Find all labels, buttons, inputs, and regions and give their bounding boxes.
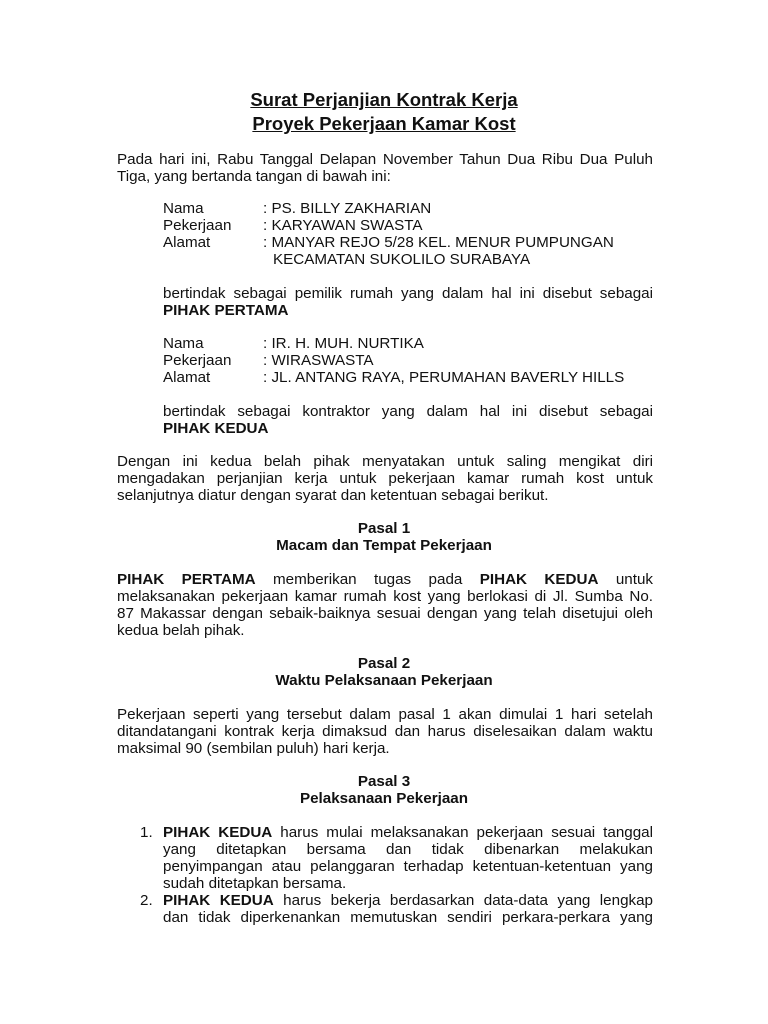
paragraph-line: Dengan ini kedua belah pihak menyatakan untuk saling mengikat diri <box>117 453 653 470</box>
intro-line: Tiga, yang bertanda tangan di bawah ini: <box>117 168 391 185</box>
field-label: Alamat <box>163 234 211 251</box>
paragraph-line: sudah ditetapkan bersama. <box>163 875 347 892</box>
paragraph-line <box>163 824 653 841</box>
field-label: Pekerjaan <box>163 352 232 369</box>
field-value: : MANYAR REJO 5/28 KEL. MENUR PUMPUNGAN <box>263 234 614 251</box>
paragraph-line: yang ditetapkan bersama dan tidak dibenarkan melakukan <box>163 841 653 858</box>
party-ref: PIHAK PERTAMA <box>117 571 256 588</box>
pasal3-number: Pasal 3 <box>357 773 411 790</box>
paragraph-line <box>117 571 653 588</box>
paragraph-line: maksimal 90 (sembilan puluh) hari kerja. <box>117 740 390 757</box>
pasal3-heading: Pelaksanaan Pekerjaan <box>299 790 469 807</box>
paragraph-line: ditandatangani kontrak kerja dimaksud dan harus diselesaikan dalam waktu <box>117 723 653 740</box>
pasal1-number: Pasal 1 <box>357 520 411 537</box>
list-number: 1. <box>140 824 153 841</box>
party-ref: PIHAK KEDUA <box>163 892 274 909</box>
field-value: : IR. H. MUH. NURTIKA <box>263 335 424 352</box>
paragraph-line: kedua belah pihak. <box>117 622 245 639</box>
text-span: harus bekerja berdasarkan data-data yang lengkap <box>273 892 653 909</box>
field-value: : PS. BILLY ZAKHARIAN <box>263 200 432 217</box>
text-span: harus mulai melaksanakan pekerjaan sesuai tanggal <box>272 824 654 841</box>
paragraph-line: Pekerjaan seperti yang tersebut dalam pasal 1 akan dimulai 1 hari setelah <box>117 706 653 723</box>
pasal2-heading: Waktu Pelaksanaan Pekerjaan <box>275 672 493 689</box>
document-title-line2: Proyek Pekerjaan Kamar Kost <box>252 113 516 134</box>
paragraph-line: melaksanakan pekerjaan kamar rumah kost yang berlokasi di Jl. Sumba No. <box>117 588 653 605</box>
role-name: PIHAK KEDUA <box>163 420 269 437</box>
field-label: Alamat <box>163 369 211 386</box>
field-value: KECAMATAN SUKOLILO SURABAYA <box>273 251 531 268</box>
intro-paragraph <box>117 151 653 185</box>
pasal1-heading: Macam dan Tempat Pekerjaan <box>276 537 492 554</box>
text-span: memberikan tugas pada <box>255 571 480 588</box>
party2-role <box>163 403 653 437</box>
pasal2-number: Pasal 2 <box>357 655 411 672</box>
role-line: bertindak sebagai pemilik rumah yang dalam hal ini disebut sebagai <box>163 285 653 302</box>
party-ref: PIHAK KEDUA <box>479 571 599 588</box>
role-name: PIHAK PERTAMA <box>163 302 289 319</box>
party1-role <box>163 285 653 319</box>
paragraph-line: 87 Makassar dengan sebaik-baiknya sesuai dengan yang telah disetujui oleh <box>117 605 653 622</box>
list-item-body <box>163 892 653 926</box>
pasal1-paragraph <box>117 571 653 639</box>
field-label: Nama <box>163 200 204 217</box>
intro-line: Pada hari ini, Rabu Tanggal Delapan November Tahun Dua Ribu Dua Puluh <box>117 151 653 168</box>
paragraph-line: dan tidak diperkenankan memutuskan sendiri perkara-perkara yang <box>163 909 653 926</box>
role-line: bertindak sebagai kontraktor yang dalam hal ini disebut sebagai <box>163 403 653 420</box>
field-label: Pekerjaan <box>163 217 232 234</box>
document-title-line1: Surat Perjanjian Kontrak Kerja <box>250 89 518 110</box>
field-value: : JL. ANTANG RAYA, PERUMAHAN BAVERLY HILLS <box>263 369 625 386</box>
field-label: Nama <box>163 335 204 352</box>
field-value: : WIRASWASTA <box>263 352 374 369</box>
paragraph-line: mengadakan perjanjian kerja untuk pekerjaan kamar rumah kost untuk <box>117 470 653 487</box>
list-number: 2. <box>140 892 153 909</box>
list-item-body <box>163 824 653 892</box>
paragraph-line: selanjutnya diatur dengan syarat dan ketentuan sebagai berikut. <box>117 487 549 504</box>
field-value: : KARYAWAN SWASTA <box>263 217 423 234</box>
agreement-paragraph <box>117 453 653 504</box>
paragraph-line <box>163 892 653 909</box>
pasal2-paragraph <box>117 706 653 757</box>
text-span: untuk <box>598 571 653 588</box>
paragraph-line: penyimpangan atau pelanggaran terhadap ketentuan-ketentuan yang <box>163 858 653 875</box>
party-ref: PIHAK KEDUA <box>163 824 273 841</box>
